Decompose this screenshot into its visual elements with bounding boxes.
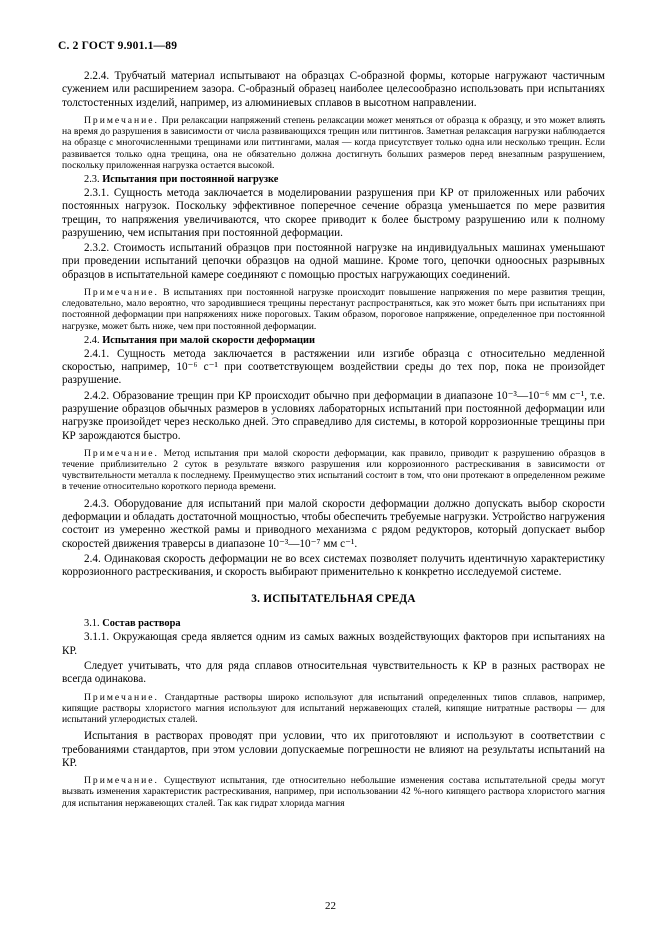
note-label: Примечание. — [84, 447, 159, 459]
body-paragraph: 2.4.1. Сущность метода заключается в растяжении или изгибе образца с относительно медленной скоростью, например, 10⁻⁶ с⁻¹ при соответствующем воздействии среды до тех пор, пока не произойдет разрушение. — [62, 347, 605, 387]
subsection-number: 2.4. — [84, 334, 100, 346]
body-paragraph: 2.3.1. Сущность метода заключается в моделировании разрушения при КР от приложенных или рабочих постоянных нагрузок. Поскольку эффективное поперечное сечение образца уменьшается по мере развития трещин, то напряжения увеличиваются, что скорее приводит к более быстрому разрушению или к полному разрушению, чем испытания при постоянной деформации. — [62, 186, 605, 239]
note-paragraph — [62, 448, 605, 493]
page-content — [62, 70, 605, 814]
note-paragraph — [62, 692, 605, 726]
note-text: Существуют испытания, где относительно небольшие изменения состава испытательной среды могут вызвать изменения характеристик растрескивания, например, при использовании 42 %-ного кипящего раствора хлористого магния для испытания нержавеющих сталей. Так как гидрат хлорида магния — [62, 775, 605, 809]
subsection-number: 2.3. — [84, 173, 100, 185]
subsection-title: Состав раствора — [102, 618, 181, 630]
body-paragraph: Испытания в растворах проводят при условии, что их приготовляют и используют в соответствии с требованиями стандартов, при этом условии допускаемые погрешности не влияют на результаты испытаний на КР. — [62, 730, 605, 769]
note-label: Примечание. — [84, 114, 159, 126]
body-paragraph: 2.4.2. Образование трещин при КР происходит обычно при деформации в диапазоне 10⁻³—10⁻⁶ мм с⁻¹, т.е. разрушение образцов обычных размеров в условиях лабораторных испытаний при постоянной деформации или нагрузке произойдет через несколько дней. Это справедливо для системы, в которой коррозионные трещины при КР зарождаются быстро. — [62, 389, 605, 442]
note-label: Примечание. — [84, 775, 159, 787]
running-header: С. 2 ГОСТ 9.901.1—89 — [58, 40, 178, 52]
note-text: При релаксации напряжений степень релаксации может меняться от образца к образцу, и это может влиять на время до разрушения в зависимости от числа развивающихся трещин или питтингов. Заметная релаксация нагрузки наблюдается на образце с многочисленными трещинами или питтингами, малая — когда присутствует только одна или несколько трещин. Если развивается только одна трещина, она не обязательно должна достигнуть больших размеров перед внезапным разрушением, поскольку приложенная нагрузка остается высокой. — [62, 114, 605, 171]
subsection-title: Испытания при постоянной нагрузке — [102, 173, 279, 185]
section-heading: 3. ИСПЫТАТЕЛЬНАЯ СРЕДА — [251, 593, 416, 606]
page-number: 22 — [325, 900, 336, 912]
note-text: Стандартные растворы широко используют для испытаний определенных типов сплавов, например, кипящие растворы хлористого магния используют для испытаний нержавеющих сталей, кипящие нитратные растворы — для испытаний углеродистых сталей. — [62, 691, 605, 726]
note-paragraph — [62, 287, 605, 332]
note-label: Примечание. — [84, 691, 159, 703]
body-paragraph: 3.1.1. Окружающая среда является одним из самых важных воздействующих факторов при испытаниях на КР. — [62, 631, 605, 657]
note-text: Метод испытания при малой скорости деформации, как правило, приводит к разрушению образцов в течение приблизительно 2 суток в результате вязкого разрушения или коррозионного растрескивания в зависимости от чувствительности металла к последнему. Преимущество этих испытаний состоит в том, что они протекают в определенном режиме в течение относительно короткого периода времени. — [62, 447, 605, 493]
subsection-heading — [62, 334, 605, 347]
subsection-title: Испытания при малой скорости деформации — [102, 334, 315, 346]
body-paragraph: 2.2.4. Трубчатый материал испытывают на образцах С-образной формы, которые нагружают частичным сужением или расширением зазора. С-образный образец наиболее целесообразно использовать при испытаниях толстостенных изделий, например, из алюминиевых сплавов в высотном направлении. — [62, 70, 605, 109]
subsection-heading — [62, 617, 605, 630]
note-label: Примечание. — [84, 286, 159, 298]
note-paragraph — [62, 775, 605, 809]
subsection-heading — [62, 173, 605, 186]
subsection-number: 3.1. — [84, 618, 100, 630]
body-paragraph: 2.4. Одинаковая скорость деформации не во всех системах позволяет получить идентичную характеристику коррозионного растрескивания, и скорость выбирают применительно к конкретно исследуемой системе. — [62, 552, 605, 579]
body-paragraph: 2.4.3. Оборудование для испытаний при малой скорости деформации должно допускать выбор скорости деформации и обладать достаточной мощностью, чтобы обеспечить требуемые нагрузки. Устройство нагружения состоит из умеренно жесткой рамы и приводного механизма с рядом редукторов, который допускает выбор скоростей движения траверсы в диапазоне 10⁻³—10⁻⁷ мм с⁻¹. — [62, 497, 605, 550]
body-paragraph: Следует учитывать, что для ряда сплавов относительная чувствительность к КР в разных растворах не всегда одинакова. — [62, 660, 605, 686]
body-paragraph: 2.3.2. Стоимость испытаний образцов при постоянной нагрузке на индивидуальных машинах уменьшают при проведении испытаний цепочки образцов на одной машине. Кроме того, цепочки одноосных разрывных образцов в испытательной камере соединяют с помощью простых нагружающих соединений. — [62, 242, 605, 281]
note-paragraph — [62, 115, 605, 171]
note-text: В испытаниях при постоянной нагрузке происходит повышение напряжения по мере развития трещин, следовательно, мало вероятно, что зародившиеся трещины перестанут распространяться, как это может быть при испытаниях при постоянной деформации при напряжениях ниже пороговых. Таким образом, пороговое напряжение, определенное при постоянной нагрузке, может быть ниже, чем при постоянной деформации. — [62, 286, 605, 332]
